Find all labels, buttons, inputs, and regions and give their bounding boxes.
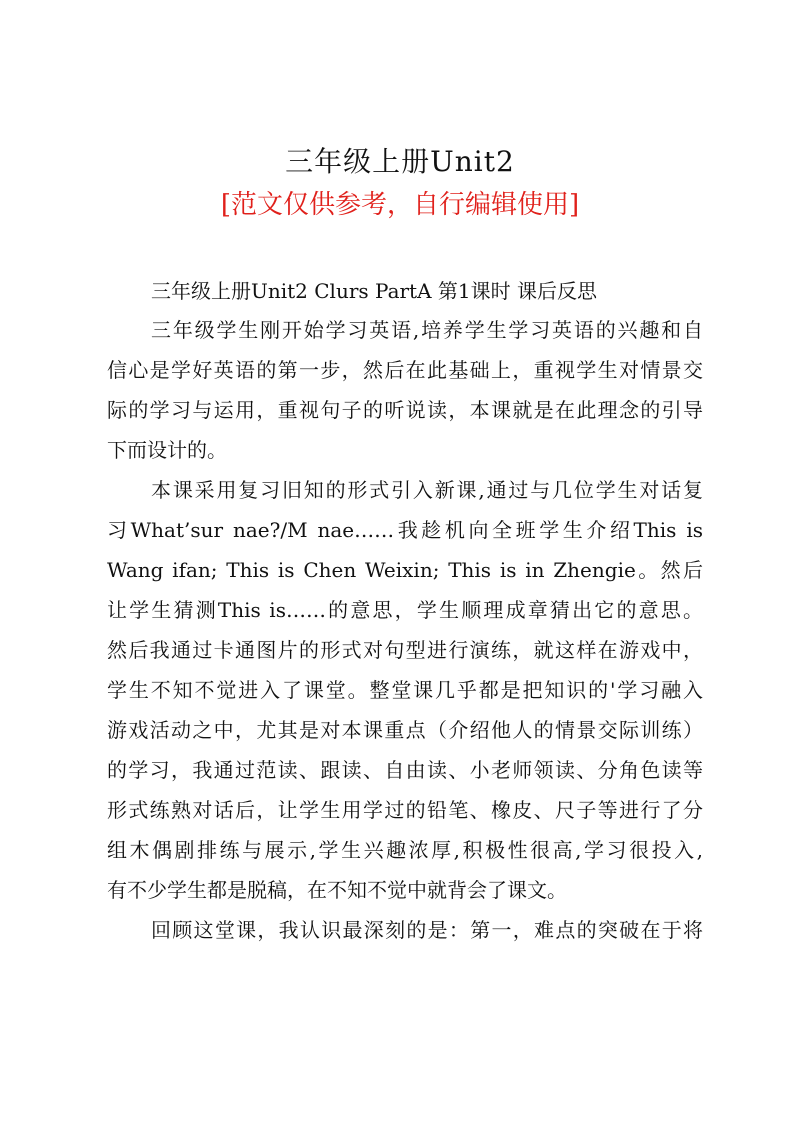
paragraph-line: 的学习，我通过范读、跟读、自由读、小老师领读、分角色读等 xyxy=(107,758,703,782)
document-title: 三年级上册Unit2 xyxy=(285,145,515,178)
paragraph-line: 组木偶剧排练与展示,学生兴趣浓厚,积极性很高,学习很投入, xyxy=(107,838,703,862)
document-body xyxy=(107,272,703,950)
paragraph-1 xyxy=(107,310,703,470)
paragraph-line: 回顾这堂课，我认识最深刻的是：第一，难点的突破在于将 xyxy=(151,918,703,942)
paragraph-line: 本课采用复习旧知的形式引入新课,通过与几位学生对话复 xyxy=(151,478,703,502)
paragraph-line: Wang ifan; This is Chen Weixin; This is in Zhengie。然后 xyxy=(107,558,703,582)
paragraph-line: 下而设计的。 xyxy=(107,438,227,462)
paragraph-line: 三年级学生刚开始学习英语,培养学生学习英语的兴趣和自 xyxy=(151,318,703,342)
paragraph-line: 游戏活动之中，尤其是对本课重点（介绍他人的情景交际训练） xyxy=(107,718,703,742)
paragraph-line: 让学生猜测This is……的意思，学生顺理成章猜出它的意思。 xyxy=(107,598,703,622)
paragraph-line: 习What’sur nae?/M nae……我趁机向全班学生介绍This is xyxy=(107,518,703,542)
paragraph-line: 际的学习与运用，重视句子的听说读，本课就是在此理念的引导 xyxy=(107,398,703,422)
paragraph-line: 然后我通过卡通图片的形式对句型进行演练，就这样在游戏中， xyxy=(107,638,703,662)
lesson-heading: 三年级上册Unit2 Clurs PartA 第1课时 课后反思 xyxy=(151,279,597,303)
paragraph-3 xyxy=(107,910,703,950)
paragraph-line: 有不少学生都是脱稿，在不知不觉中就背会了课文。 xyxy=(107,878,567,902)
document-subtitle: [范文仅供参考，自行编辑使用] xyxy=(220,190,580,220)
paragraph-2 xyxy=(107,470,703,910)
paragraph-line: 信心是学好英语的第一步，然后在此基础上，重视学生对情景交 xyxy=(107,358,703,382)
paragraph-line: 形式练熟对话后，让学生用学过的铅笔、橡皮、尺子等进行了分 xyxy=(107,798,703,822)
paragraph-line: 学生不知不觉进入了课堂。整堂课几乎都是把知识的'学习融入 xyxy=(107,678,703,702)
